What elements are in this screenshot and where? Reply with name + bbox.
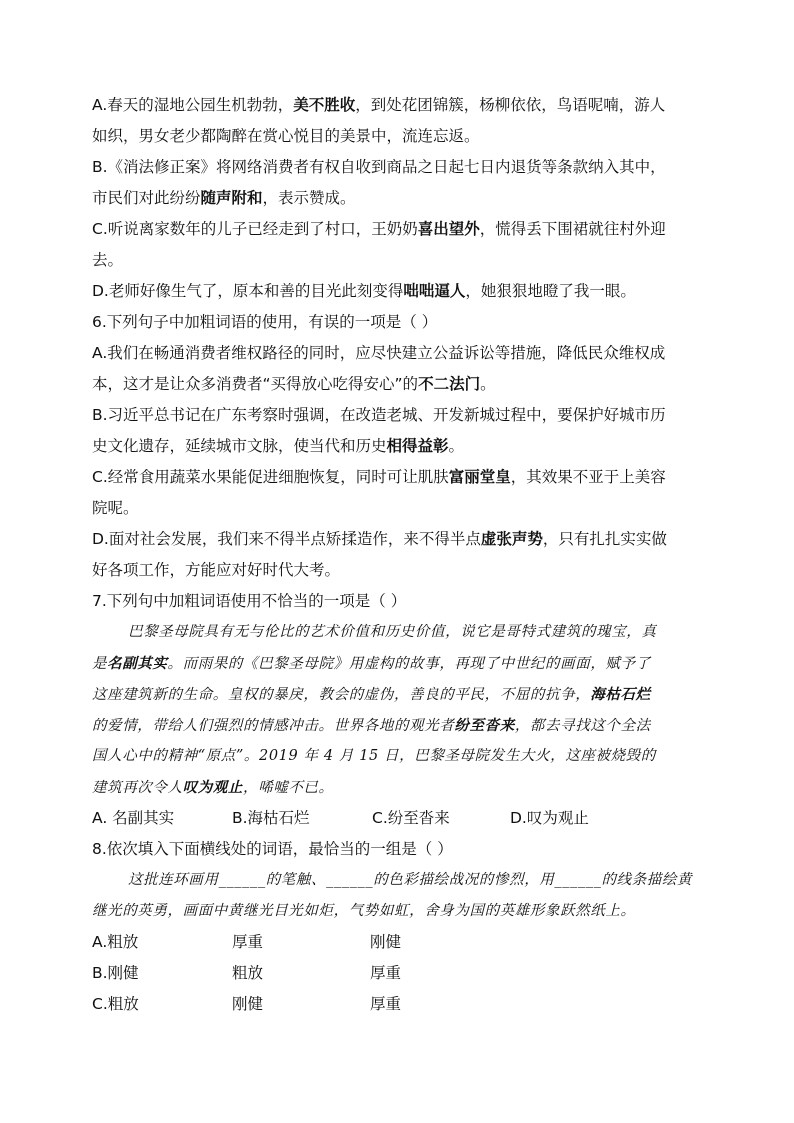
q7-passage-line6 — [92, 772, 702, 803]
document-content — [92, 90, 702, 1020]
q6-stem: 6.下列句子中加粗词语的使用，有误的一项是（ ） — [92, 313, 438, 331]
text: A.春天的湿地公园生机勃勃， — [92, 96, 294, 114]
q6-option-a-line2 — [92, 369, 702, 400]
q5-option-a-line2: 如织，男女老少都陶醉在赏心悦目的美景中，流连忘返。 — [92, 127, 480, 145]
q7-passage-line4 — [92, 710, 702, 741]
text: 。 — [480, 375, 496, 393]
bold-term: 喜出望外 — [417, 220, 480, 238]
q6-option-a-line1: A.我们在畅通消费者维权路径的同时，应尽快建立公益诉讼等措施，降低民众维权成 — [92, 344, 666, 362]
q5-option-a-line1 — [92, 90, 702, 121]
q8-option-b-word3: 厚重 — [370, 964, 402, 982]
text: ，唏嘘不已。 — [243, 780, 334, 796]
q5-option-d — [92, 276, 702, 307]
text: D.老师好像生气了，原本和善的目光此刻变得 — [92, 282, 404, 300]
text: ，只有扎扎实实做 — [542, 530, 667, 548]
q6-option-c-line1 — [92, 462, 702, 493]
q8-option-b-word1: B.刚健 — [92, 964, 139, 982]
q6-option-c-line2: 院呢。 — [92, 499, 139, 517]
bold-term: 相得益彰 — [386, 437, 449, 455]
text: ，其效果不亚于上美容 — [510, 468, 666, 486]
bold-term: 随声附和 — [200, 189, 263, 207]
bold-term: 虚张声势 — [480, 530, 543, 548]
bold-term: 富丽堂皇 — [448, 468, 511, 486]
text: 建筑再次令人 — [92, 780, 183, 796]
text: 本，这才是让众多消费者“买得放心吃得安心”的 — [92, 375, 419, 393]
q7-passage-line1: 巴黎圣母院具有无与伦比的艺术价值和历史价值，说它是哥特式建筑的瑰宝，真 — [128, 624, 657, 640]
text: ，都去寻找这个全法 — [514, 718, 651, 734]
q5-option-b-line2 — [92, 183, 702, 214]
q5-option-c-line1 — [92, 214, 702, 245]
q8-option-a-word1: A.粗放 — [92, 933, 139, 951]
q8-stem: 8.依次填入下面横线处的词语，最恰当的一组是（ ） — [92, 840, 453, 858]
q6-option-d-line2: 好各项工作，方能应对好时代大考。 — [92, 561, 341, 579]
text: 史文化遗存，延续城市文脉，使当代和历史 — [92, 437, 387, 455]
q7-options — [92, 803, 702, 834]
q6-option-b-line2 — [92, 431, 702, 462]
q5-option-c-line2: 去。 — [92, 251, 124, 269]
text: D.面对社会发展，我们来不得半点矫揉造作，来不得半点 — [92, 530, 481, 548]
text: 市民们对此纷纷 — [92, 189, 201, 207]
q8-option-c — [92, 989, 702, 1020]
q8-option-a-word3: 刚健 — [370, 933, 402, 951]
bold-term: 海枯石烂 — [590, 686, 651, 703]
bold-term: 纷至沓来 — [454, 717, 515, 734]
bold-term: 不二法门 — [418, 375, 481, 393]
q7-stem: 7.下列句中加粗词语使用不恰当的一项是（ ） — [92, 592, 407, 610]
q5-option-b-line1: B.《消法修正案》将网络消费者有权自收到商品之日起七日内退货等条款纳入其中， — [92, 158, 666, 176]
q8-passage-line2: 继光的英勇，画面中黄继光目光如炬，气势如虹，舍身为国的英雄形象跃然纸上。 — [92, 903, 636, 919]
q8-option-b-word2: 粗放 — [232, 964, 264, 982]
text: 。而雨果的《巴黎圣母院》用虚构的故事，再现了中世纪的画面，赋予了 — [167, 656, 651, 672]
text: 这座建筑新的生命。皇权的暴戾，教会的虚伪，善良的平民，不屈的抗争， — [92, 687, 591, 703]
q8-option-b — [92, 958, 702, 989]
q8-option-c-word2: 刚健 — [232, 995, 264, 1013]
text: 。 — [448, 437, 465, 455]
text: ，慌得丢下围裙就往村外迎 — [479, 220, 666, 238]
q7-passage-line2 — [92, 648, 702, 679]
text: C.听说离家数年的儿子已经走到了村口，王奶奶 — [92, 220, 418, 238]
bold-term: 美不胜收 — [293, 96, 356, 114]
text: ，到处花团锦簇，杨柳依依，鸟语呢喃，游人 — [355, 96, 666, 114]
q7-option-a: A. 名副其实 — [92, 809, 175, 827]
text: 是 — [92, 656, 108, 672]
q7-option-b: B.海枯石烂 — [232, 809, 310, 827]
text: 的爱情，带给人们强烈的情感冲击。世界各地的观光者 — [92, 718, 455, 734]
text: C.经常食用蔬菜水果能促进细胞恢复，同时可让肌肤 — [92, 468, 449, 486]
q8-option-c-word1: C.粗放 — [92, 995, 139, 1013]
q7-passage-line5: 国人心中的精神“原点”。2019 年 4 月 15 日，巴黎圣母院发生大火，这座被烧毁的 — [92, 748, 656, 764]
q7-option-c: C.纷至沓来 — [372, 809, 450, 827]
q6-option-d-line1 — [92, 524, 702, 555]
text: ，表示赞成。 — [262, 189, 356, 207]
bold-term: 咄咄逼人 — [403, 282, 466, 300]
q8-option-c-word3: 厚重 — [370, 995, 402, 1013]
bold-term: 名副其实 — [107, 655, 168, 672]
text: ，她狠狠地瞪了我一眼。 — [465, 282, 636, 300]
q8-passage-line1: 这批连环画用______的笔触、______的色彩描绘战况的惨烈，用______的线条描绘黄 — [128, 872, 693, 888]
q6-option-b-line1: B.习近平总书记在广东考察时强调，在改造老城、开发新城过程中，要保护好城市历 — [92, 406, 666, 424]
q8-option-a — [92, 927, 702, 958]
bold-term: 叹为观止 — [182, 779, 244, 796]
q7-passage-line3 — [92, 679, 702, 710]
q7-option-d: D.叹为观止 — [510, 809, 589, 827]
q8-option-a-word2: 厚重 — [232, 933, 264, 951]
